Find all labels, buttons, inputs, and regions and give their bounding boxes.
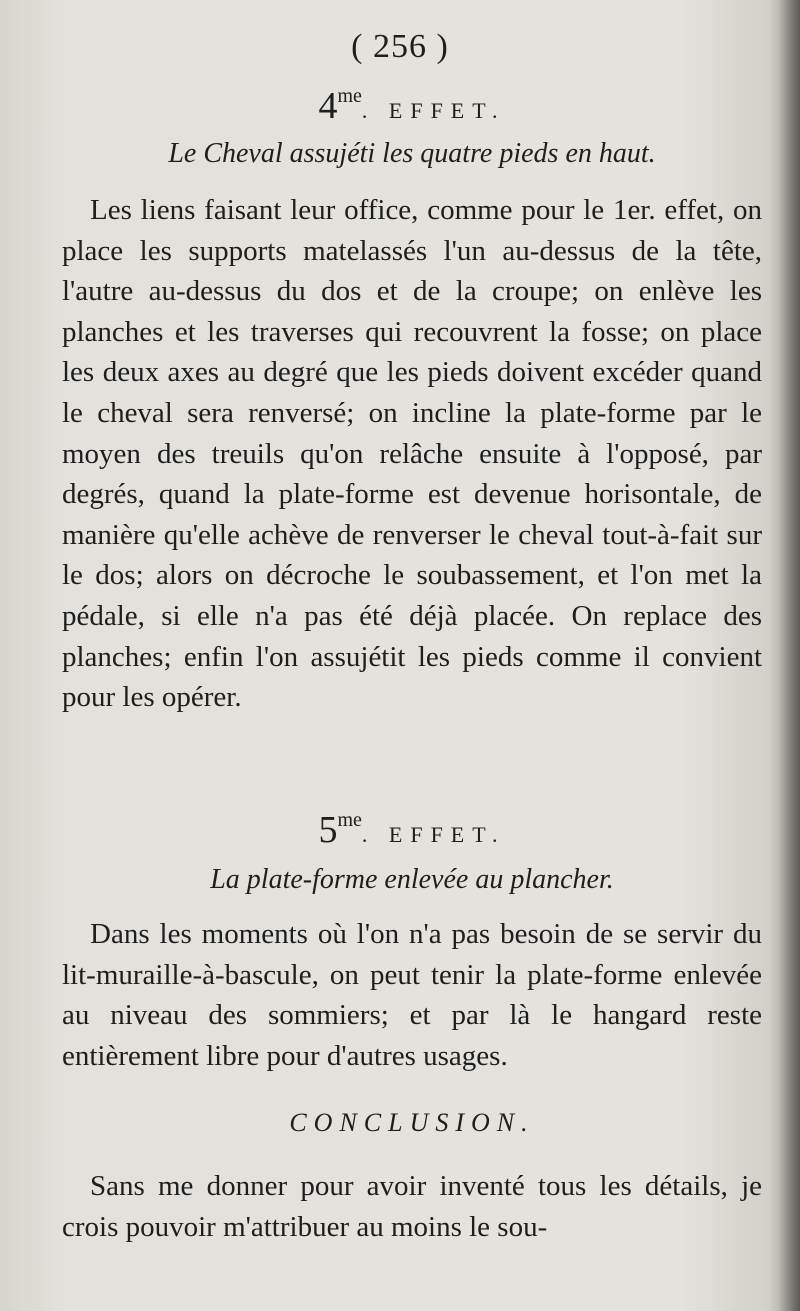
binding-shadow: [778, 0, 800, 1311]
section-5-label: . EFFET.: [361, 822, 506, 847]
section-5-title: La plate-forme enlevée au plancher.: [210, 864, 614, 895]
section-4-title: Le Cheval assujéti les quatre pieds en haut.: [168, 138, 656, 169]
section-4-suffix: me: [337, 85, 362, 107]
section-5-heading: [62, 808, 762, 852]
section-5-suffix: me: [337, 809, 362, 831]
section-4-label: . EFFET.: [361, 98, 506, 123]
section-4-heading: [62, 84, 762, 128]
section-4-paragraph: Les liens faisant leur office, comme pour le 1er. effet, on place les supports matelassés l'un au-dessus de la tête, l'autre au-dessus du dos et de la croupe; on enlève les planches et les traverses qui recouvrent la fosse; on place les deux axes au degré que les pieds doivent excéder quand le cheval sera renversé; on incline la plate-forme par le moyen des treuils qu'on relâche ensuite à l'opposé, par degrés, quand la plate-forme est devenue horisontale, de manière qu'elle achève de renverser le cheval tout-à-fait sur le dos; alors on décroche le soubassement, et l'on met la pédale, si elle n'a pas été déjà placée. On replace des planches; enfin l'on assujétit les pieds comme il convient pour les opérer.: [62, 194, 762, 714]
page-number: ( 256 ): [351, 28, 449, 65]
conclusion-heading: CONCLUSION.: [289, 1108, 535, 1137]
section-5-paragraph: Dans les moments où l'on n'a pas besoin de se servir du lit-muraille-à-bascule, on peut tenir la plate-forme enlevée au niveau des sommiers; et par là le hangard reste entièrement libre pour d'autres usages.: [62, 918, 762, 1072]
section-4-number: 4: [318, 85, 338, 127]
conclusion-paragraph: Sans me donner pour avoir inventé tous les détails, je crois pouvoir m'attribuer au moins le sou-: [62, 1170, 762, 1243]
section-5-number: 5: [318, 809, 338, 851]
